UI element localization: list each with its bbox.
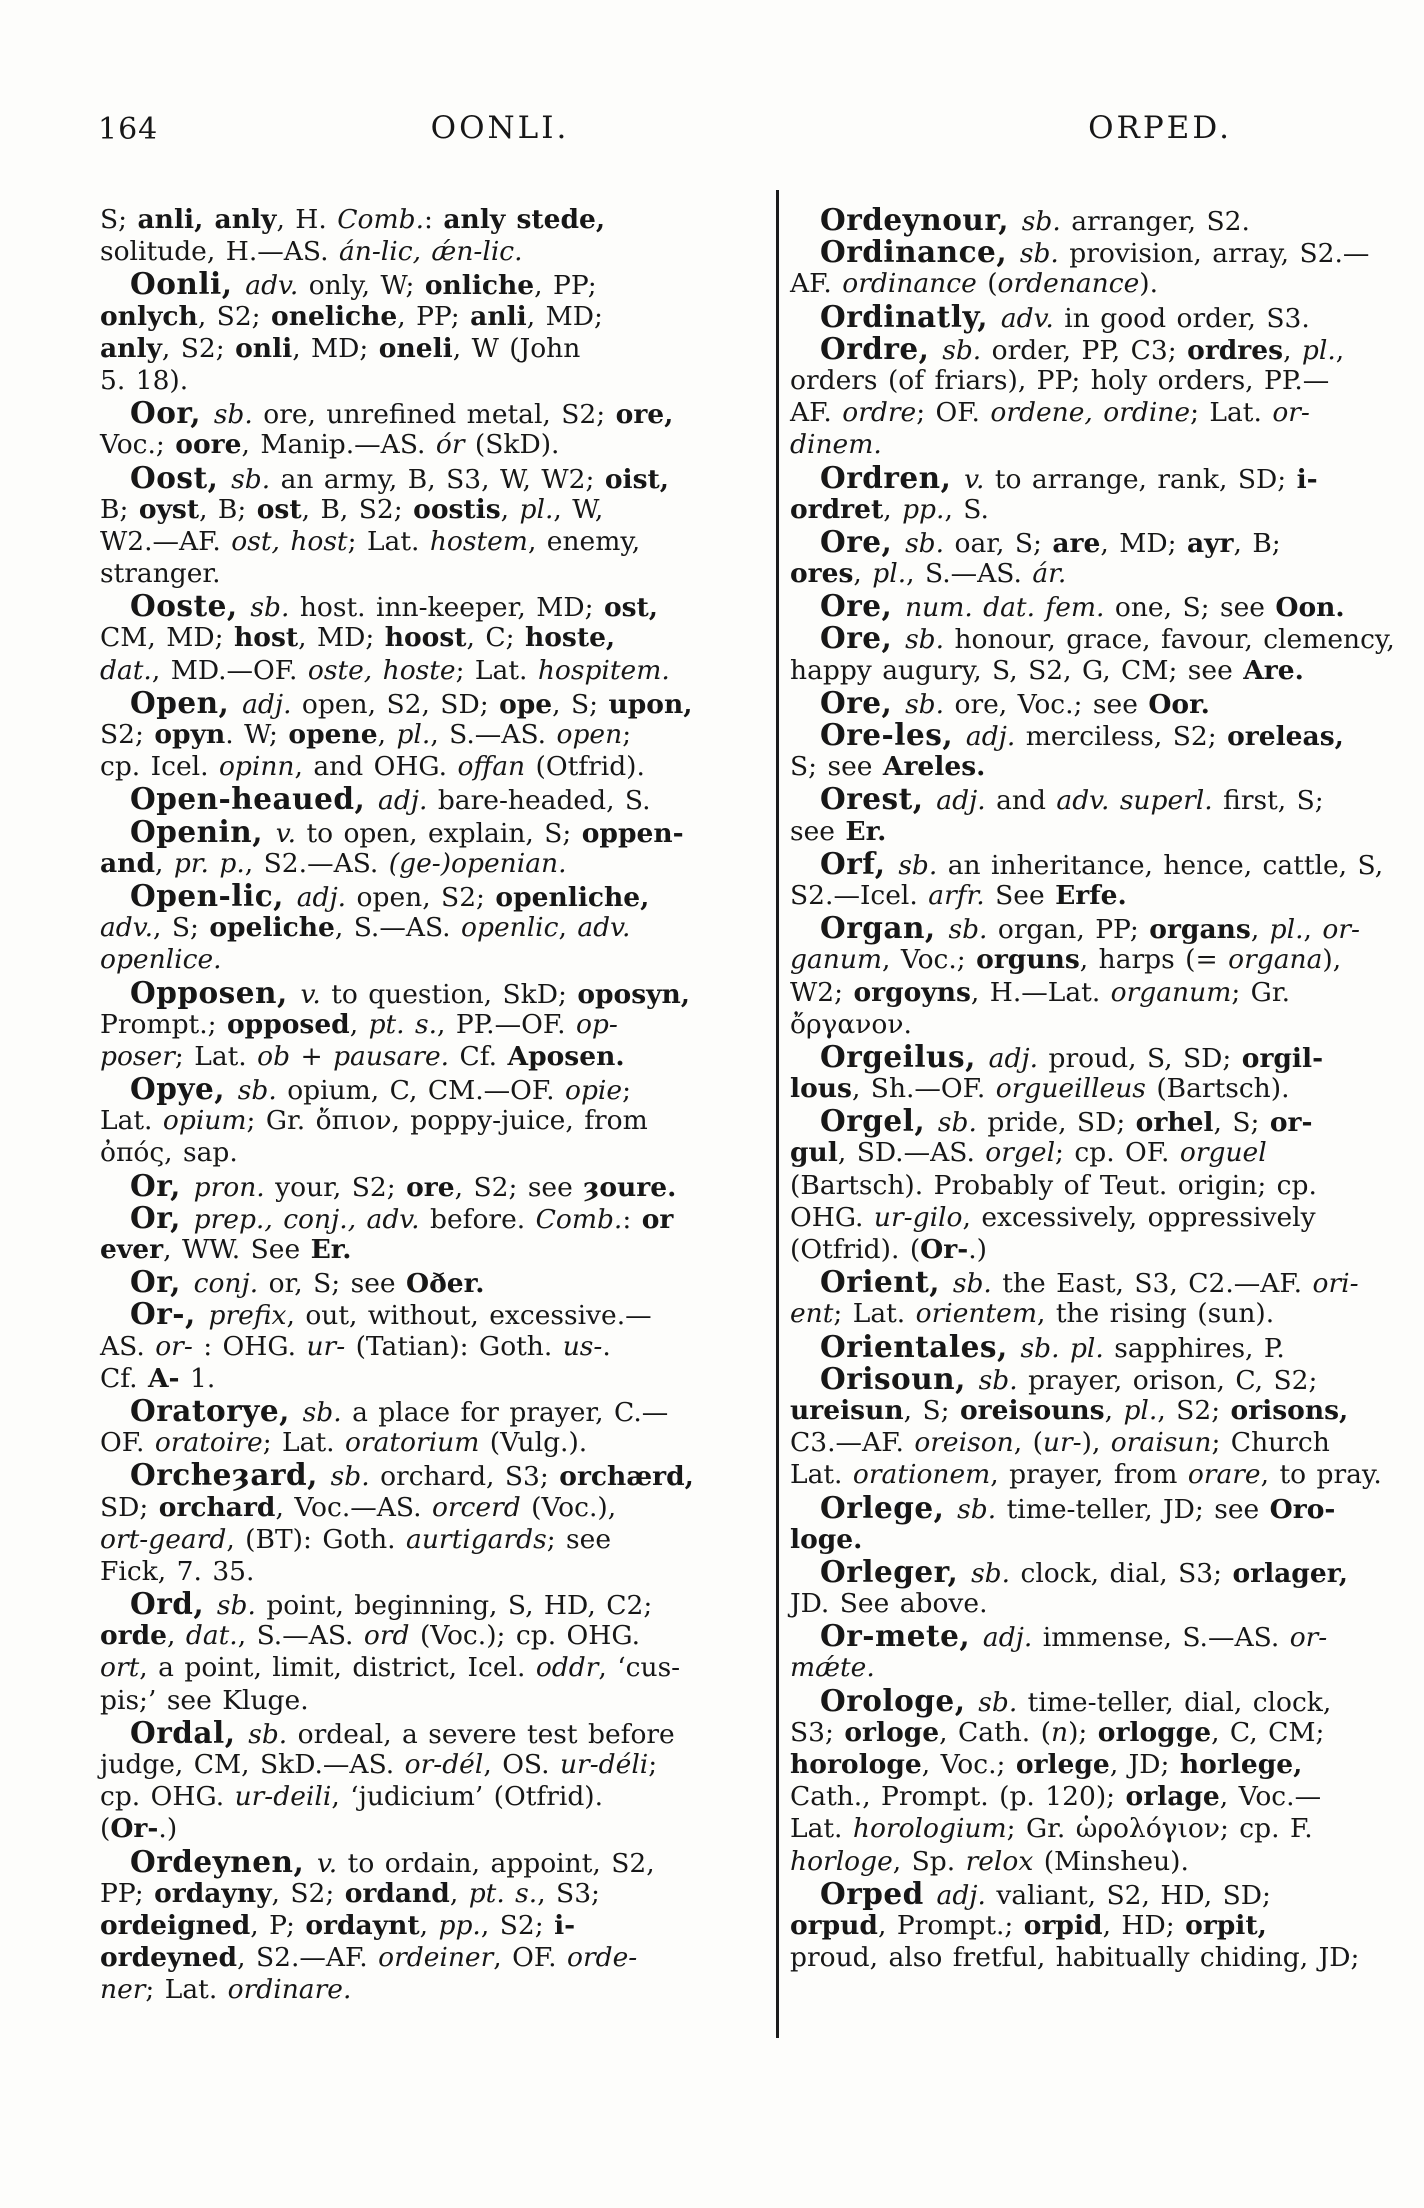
text-line: solitude, H.—AS. án-lic, ǽn-lic. [100, 236, 523, 268]
text-line: stranger. [100, 558, 221, 590]
text-line: Oor, sb. ore, unrefined metal, S2; ore, [130, 395, 674, 431]
text-line: dinem. [790, 429, 882, 461]
text-line: AF. ordre; OF. ordene, ordine; Lat. or- [790, 397, 1310, 429]
column-right [790, 204, 1404, 1974]
text-line: Or-, prefix, out, without, excessive.— [130, 1296, 652, 1332]
text-line: Voc.; oore, Manip.—AS. ór (SkD). [100, 429, 560, 461]
text-line: 5. 18). [100, 364, 189, 396]
text-line: ganum, Voc.; orguns, harps (= organa), [790, 944, 1342, 976]
text-line: Ord, sb. point, beginning, S, HD, C2; [130, 1586, 653, 1622]
text-line: (Bartsch). Probably of Teut. origin; cp. [790, 1169, 1317, 1201]
text-line: ores, pl., S.—AS. ár. [790, 558, 1067, 590]
text-line: Open-lic, adj. open, S2; openliche, [130, 877, 650, 913]
text-line: Opposen, v. to question, SkD; oposyn, [130, 974, 691, 1010]
text-line: Openin, v. to open, explain, S; oppen- [130, 813, 684, 849]
text-line: see Er. [790, 815, 887, 847]
text-line: orpud, Prompt.; orpid, HD; orpit, [790, 1909, 1267, 1941]
text-line: Open-heaued, adj. bare-headed, S. [130, 781, 651, 817]
text-line: happy augury, S, S2, G, CM; see Are. [790, 654, 1304, 686]
text-line: S2.—Icel. arfr. See Erfe. [790, 879, 1127, 911]
text-line: Open, adj. open, S2, SD; ope, S; upon, [130, 684, 693, 720]
text-line: Oost, sb. an army, B, S3, W, W2; oist, [130, 459, 669, 495]
text-line: ordeigned, P; ordaynt, pp., S2; i- [100, 1909, 576, 1941]
text-line: loge. [790, 1523, 863, 1555]
text-line: pis;’ see Kluge. [100, 1684, 309, 1716]
text-line: lous, Sh.—OF. orgueilleus (Bartsch). [790, 1073, 1290, 1105]
text-line: ner; Lat. ordinare. [100, 1974, 352, 2006]
text-line: Ore-les, adj. merciless, S2; oreleas, [820, 717, 1344, 752]
text-line: ort-geard, (BT): Goth. aurtigards; see [100, 1523, 612, 1555]
text-line: Ordre, sb. order, PP, C3; ordres, pl., [820, 330, 1345, 366]
text-line: ureisun, S; oreisouns, pl., S2; orisons, [790, 1394, 1349, 1426]
text-line: Orlege, sb. time-teller, JD; see Oro- [820, 1489, 1336, 1525]
text-line: Orest, adj. and adv. superl. first, S; [820, 781, 1324, 817]
text-line: SD; orchard, Voc.—AS. orcerd (Voc.), [100, 1491, 617, 1523]
text-line: Orped adj. valiant, S2, HD, SD; [820, 1875, 1271, 1911]
text-line: Ore, sb. honour, grace, favour, clemency, [820, 620, 1395, 656]
text-line: S; anli, anly, H. Comb.: anly stede, [100, 204, 606, 235]
text-line: ever, WW. See Er. [100, 1234, 352, 1265]
text-line: anly, S2; onli, MD; oneli, W (John [100, 332, 581, 364]
text-line: S3; orloge, Cath. (n); orlogge, C, CM; [790, 1716, 1325, 1748]
text-line: and, pr. p., S2.—AS. (ge-)openian. [100, 847, 567, 879]
text-line: Or, pron. your, S2; ore, S2; see ȝoure. [130, 1167, 677, 1203]
text-line: S; see Areles. [790, 751, 986, 783]
running-head-left: OONLI. [430, 110, 570, 146]
text-line: judge, CM, SkD.—AS. or-dél, OS. ur-déli; [100, 1749, 658, 1780]
text-line: OF. oratoire; Lat. oratorium (Vulg.). [100, 1427, 588, 1459]
text-line: Lat. horologium; Gr. ὡρολόγιον; cp. F. [790, 1813, 1313, 1845]
text-line: Ordinatly, adv. in good order, S3. [820, 298, 1310, 334]
page-number: 164 [98, 112, 159, 147]
text-line: AF. ordinance (ordenance). [790, 268, 1159, 300]
text-line: Ordal, sb. ordeal, a severe test before [130, 1714, 675, 1750]
text-line: cp. OHG. ur-deili, ‘judicium’ (Otfrid). [100, 1781, 604, 1813]
text-line: Prompt.; opposed, pt. s., PP.—OF. op- [100, 1008, 618, 1040]
text-line: onlych, S2; oneliche, PP; anli, MD; [100, 300, 603, 332]
text-line: adv., S; opeliche, S.—AS. openlic, adv. [100, 912, 631, 944]
text-line: ent; Lat. orientem, the rising (sun). [790, 1298, 1275, 1330]
text-line: Ordeynen, v. to ordain, appoint, S2, [130, 1843, 655, 1879]
column-divider [776, 190, 779, 2038]
text-line: Ordeynour, sb. arranger, S2. [820, 202, 1250, 237]
text-line: Orient, sb. the East, S3, C2.—AF. ori- [820, 1264, 1359, 1300]
text-line: proud, also fretful, habitually chiding, JD; [790, 1942, 1360, 1974]
text-line: (Otfrid). (Or-.) [790, 1234, 987, 1265]
text-line: Orleger, sb. clock, dial, S3; orlager, [820, 1553, 1348, 1589]
text-line: gul, SD.—AS. orgel; cp. OF. orguel [790, 1137, 1267, 1169]
text-line: cp. Icel. opinn, and OHG. offan (Otfrid). [100, 751, 645, 783]
text-line: AS. or- : OHG. ur- (Tatian): Goth. us-. [100, 1330, 611, 1362]
running-head-right: ORPED. [1088, 110, 1232, 146]
text-line: Fick, 7. 35. [100, 1555, 255, 1587]
text-line: Ore, sb. ore, Voc.; see Oor. [820, 684, 1210, 720]
text-line: ordeyned, S2.—AF. ordeiner, OF. orde- [100, 1942, 638, 1974]
text-line: orders (of friars), PP; holy orders, PP.— [790, 364, 1330, 396]
text-line: ὀπός, sap. [100, 1137, 238, 1169]
text-line: Ordinance, sb. provision, array, S2.— [820, 234, 1370, 270]
column-left [100, 204, 768, 2007]
text-line: Orgel, sb. pride, SD; orhel, S; or- [820, 1103, 1313, 1139]
text-line: horologe, Voc.; orlege, JD; horlege, [790, 1749, 1303, 1780]
text-line: Oratorye, sb. a place for prayer, C.— [130, 1392, 669, 1428]
text-line: Lat. opium; Gr. ὄπιον, poppy-juice, from [100, 1105, 648, 1137]
text-line: OHG. ur-gilo, excessively, oppressively [790, 1201, 1316, 1233]
text-line: Oonli, adv. only, W; onliche, PP; [130, 266, 597, 302]
text-line: Ooste, sb. host. inn-keeper, MD; ost, [130, 588, 658, 624]
text-line: Opye, sb. opium, C, CM.—OF. opie; [130, 1071, 632, 1107]
text-line: openlice. [100, 944, 222, 976]
text-line: mǽte. [790, 1652, 875, 1684]
text-line: C3.—AF. oreison, (ur-), oraisun; Church [790, 1427, 1330, 1459]
text-line: S2; opyn. W; opene, pl., S.—AS. open; [100, 719, 632, 750]
text-line: Orisoun, sb. prayer, orison, C, S2; [820, 1360, 1318, 1396]
text-line: Lat. orationem, prayer, from orare, to pray. [790, 1459, 1382, 1491]
text-line: B; oyst, B; ost, B, S2; oostis, pl., W, [100, 493, 604, 525]
text-line: ort, a point, limit, district, Icel. oddr, ‘cus- [100, 1652, 681, 1684]
text-line: Or-mete, adj. immense, S.—AS. or- [820, 1618, 1328, 1654]
text-line: Orf, sb. an inheritance, hence, cattle, S, [820, 845, 1384, 881]
text-line: orde, dat., S.—AS. ord (Voc.); cp. OHG. [100, 1620, 641, 1652]
text-line: dat., MD.—OF. oste, hoste; Lat. hospitem. [100, 654, 670, 686]
text-line: JD. See above. [790, 1588, 988, 1620]
text-line: Organ, sb. organ, PP; organs, pl., or- [820, 910, 1360, 946]
text-line: Orcheȝard, sb. orchard, S3; orchærd, [130, 1457, 694, 1493]
text-line: ordret, pp., S. [790, 493, 989, 525]
text-line: W2; orgoyns, H.—Lat. organum; Gr. [790, 976, 1291, 1008]
text-line: Or, conj. or, S; see Oðer. [130, 1264, 485, 1300]
text-line: ὄργανον. [790, 1008, 912, 1040]
text-line: (Or-.) [100, 1813, 178, 1845]
text-line: Orgeilus, adj. proud, S, SD; orgil- [820, 1038, 1324, 1074]
text-line: Ore, num. dat. fem. one, S; see Oon. [820, 588, 1345, 624]
text-line: CM, MD; host, MD; hoost, C; hoste, [100, 622, 616, 654]
text-line: Cf. A- 1. [100, 1362, 216, 1394]
text-line: poser; Lat. ob + pausare. Cf. Aposen. [100, 1040, 625, 1072]
text-line: Cath., Prompt. (p. 120); orlage, Voc.— [790, 1781, 1322, 1813]
text-line: Orientales, sb. pl. sapphires, P. [820, 1328, 1285, 1364]
text-line: horloge, Sp. relox (Minsheu). [790, 1845, 1189, 1877]
text-line: W2.—AF. ost, host; Lat. hostem, enemy, [100, 525, 641, 557]
text-line: Ordren, v. to arrange, rank, SD; i- [820, 459, 1318, 495]
text-line: Orologe, sb. time-teller, dial, clock, [820, 1682, 1332, 1718]
text-line: Or, prep., conj., adv. before. Comb.: or [130, 1199, 674, 1235]
text-line: Ore, sb. oar, S; are, MD; ayr, B; [820, 523, 1281, 559]
text-line: PP; ordayny, S2; ordand, pt. s., S3; [100, 1877, 600, 1909]
